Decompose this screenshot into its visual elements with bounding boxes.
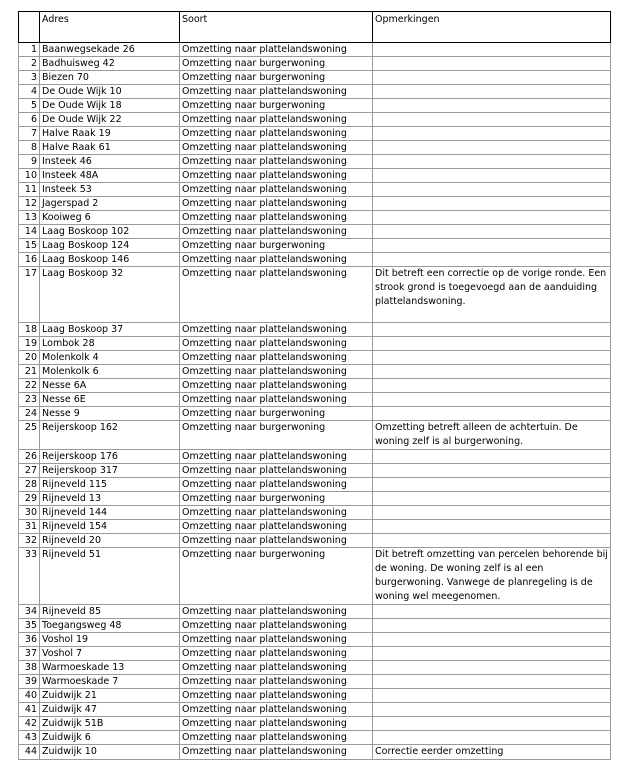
- adres-cell[interactable]: Reijerskoop 162: [40, 421, 180, 450]
- row-number-cell[interactable]: 15: [19, 239, 40, 253]
- opmerkingen-cell[interactable]: [373, 731, 611, 745]
- adres-cell[interactable]: Nesse 9: [40, 407, 180, 421]
- opmerkingen-cell[interactable]: [373, 169, 611, 183]
- row-number-cell[interactable]: 12: [19, 197, 40, 211]
- opmerkingen-cell[interactable]: [373, 113, 611, 127]
- adres-cell[interactable]: Laag Boskoop 102: [40, 225, 180, 239]
- row-number-cell[interactable]: 30: [19, 506, 40, 520]
- table-row: [19, 520, 611, 534]
- adres-cell[interactable]: Reijerskoop 317: [40, 464, 180, 478]
- table-row: [19, 351, 611, 365]
- table-row: [19, 393, 611, 407]
- adres-cell[interactable]: Insteek 48A: [40, 169, 180, 183]
- opmerkingen-cell[interactable]: [373, 520, 611, 534]
- opmerkingen-cell[interactable]: [373, 478, 611, 492]
- row-number-cell[interactable]: 16: [19, 253, 40, 267]
- table-row: [19, 85, 611, 99]
- row-number-cell[interactable]: 13: [19, 211, 40, 225]
- adres-cell[interactable]: De Oude Wijk 18: [40, 99, 180, 113]
- opmerkingen-cell[interactable]: [373, 85, 611, 99]
- row-number-cell[interactable]: 41: [19, 703, 40, 717]
- opmerkingen-cell[interactable]: [373, 127, 611, 141]
- table-row: [19, 323, 611, 337]
- soort-cell[interactable]: Omzetting naar plattelandswoning: [180, 85, 373, 99]
- row-number-cell[interactable]: 36: [19, 633, 40, 647]
- adres-cell[interactable]: Insteek 53: [40, 183, 180, 197]
- opmerkingen-cell[interactable]: [373, 717, 611, 731]
- header-number[interactable]: [19, 12, 40, 43]
- soort-cell[interactable]: Omzetting naar plattelandswoning: [180, 703, 373, 717]
- soort-cell[interactable]: Omzetting naar burgerwoning: [180, 71, 373, 85]
- row-number-cell[interactable]: 39: [19, 675, 40, 689]
- soort-cell[interactable]: Omzetting naar plattelandswoning: [180, 225, 373, 239]
- opmerkingen-cell[interactable]: Dit betreft een correctie op de vorige ronde. Een strook grond is toegevoegd aan de aanduiding plattelandswoning.: [373, 267, 611, 323]
- soort-cell[interactable]: Omzetting naar burgerwoning: [180, 548, 373, 605]
- opmerkingen-cell[interactable]: [373, 323, 611, 337]
- opmerkingen-cell[interactable]: [373, 619, 611, 633]
- soort-cell[interactable]: Omzetting naar burgerwoning: [180, 99, 373, 113]
- opmerkingen-cell[interactable]: [373, 393, 611, 407]
- table-row: [19, 605, 611, 619]
- row-number-cell[interactable]: 33: [19, 548, 40, 605]
- opmerkingen-cell[interactable]: [373, 337, 611, 351]
- adres-cell[interactable]: Zuidwijk 6: [40, 731, 180, 745]
- row-number-cell[interactable]: 19: [19, 337, 40, 351]
- soort-cell[interactable]: Omzetting naar plattelandswoning: [180, 43, 373, 57]
- row-number-cell[interactable]: 14: [19, 225, 40, 239]
- opmerkingen-cell[interactable]: Omzetting betreft alleen de achtertuin. De woning zelf is al burgerwoning.: [373, 421, 611, 450]
- opmerkingen-cell[interactable]: [373, 211, 611, 225]
- row-number-cell[interactable]: 42: [19, 717, 40, 731]
- row-number-cell[interactable]: 1: [19, 43, 40, 57]
- adres-cell[interactable]: Rijneveld 144: [40, 506, 180, 520]
- soort-cell[interactable]: Omzetting naar plattelandswoning: [180, 520, 373, 534]
- adres-cell[interactable]: Reijerskoop 176: [40, 450, 180, 464]
- soort-cell[interactable]: Omzetting naar plattelandswoning: [180, 211, 373, 225]
- soort-cell[interactable]: Omzetting naar burgerwoning: [180, 421, 373, 450]
- row-number-cell[interactable]: 25: [19, 421, 40, 450]
- soort-cell[interactable]: Omzetting naar plattelandswoning: [180, 450, 373, 464]
- table-row: [19, 619, 611, 633]
- opmerkingen-cell[interactable]: [373, 183, 611, 197]
- row-number-cell[interactable]: 5: [19, 99, 40, 113]
- table-row: [19, 225, 611, 239]
- table-row: [19, 169, 611, 183]
- opmerkingen-cell[interactable]: [373, 99, 611, 113]
- soort-cell[interactable]: Omzetting naar plattelandswoning: [180, 197, 373, 211]
- table-row: [19, 675, 611, 689]
- adres-cell[interactable]: De Oude Wijk 22: [40, 113, 180, 127]
- row-number-cell[interactable]: 38: [19, 661, 40, 675]
- table-row: [19, 379, 611, 393]
- soort-cell[interactable]: Omzetting naar plattelandswoning: [180, 169, 373, 183]
- opmerkingen-cell[interactable]: [373, 57, 611, 71]
- soort-cell[interactable]: Omzetting naar plattelandswoning: [180, 605, 373, 619]
- row-number-cell[interactable]: 29: [19, 492, 40, 506]
- adres-cell[interactable]: De Oude Wijk 10: [40, 85, 180, 99]
- opmerkingen-cell[interactable]: [373, 605, 611, 619]
- soort-cell[interactable]: Omzetting naar plattelandswoning: [180, 183, 373, 197]
- opmerkingen-cell[interactable]: [373, 197, 611, 211]
- row-number-cell[interactable]: 3: [19, 71, 40, 85]
- adres-cell[interactable]: Jagerspad 2: [40, 197, 180, 211]
- adres-cell[interactable]: Molenkolk 6: [40, 365, 180, 379]
- adres-cell[interactable]: Rijneveld 20: [40, 534, 180, 548]
- table-row: [19, 689, 611, 703]
- soort-cell[interactable]: Omzetting naar burgerwoning: [180, 407, 373, 421]
- table-row: [19, 113, 611, 127]
- row-number-cell[interactable]: 24: [19, 407, 40, 421]
- adres-cell[interactable]: Zuidwijk 51B: [40, 717, 180, 731]
- adres-cell[interactable]: Rijneveld 115: [40, 478, 180, 492]
- opmerkingen-cell[interactable]: Correctie eerder omzetting: [373, 745, 611, 760]
- opmerkingen-cell[interactable]: [373, 407, 611, 421]
- table-row: [19, 703, 611, 717]
- table-row: [19, 478, 611, 492]
- soort-cell[interactable]: Omzetting naar plattelandswoning: [180, 351, 373, 365]
- adres-cell[interactable]: Zuidwijk 10: [40, 745, 180, 760]
- table-row: [19, 421, 611, 450]
- table-row: [19, 337, 611, 351]
- adres-cell[interactable]: Baanwegsekade 26: [40, 43, 180, 57]
- row-number-cell[interactable]: 35: [19, 619, 40, 633]
- table-row: [19, 267, 611, 323]
- table-row: [19, 534, 611, 548]
- table-row: [19, 407, 611, 421]
- table-row: [19, 506, 611, 520]
- adres-cell[interactable]: Badhuisweg 42: [40, 57, 180, 71]
- table-row: [19, 253, 611, 267]
- adres-cell[interactable]: Voshol 7: [40, 647, 180, 661]
- soort-cell[interactable]: Omzetting naar plattelandswoning: [180, 113, 373, 127]
- row-number-cell[interactable]: 9: [19, 155, 40, 169]
- opmerkingen-cell[interactable]: [373, 492, 611, 506]
- row-number-cell[interactable]: 28: [19, 478, 40, 492]
- soort-cell[interactable]: Omzetting naar plattelandswoning: [180, 661, 373, 675]
- row-number-cell[interactable]: 20: [19, 351, 40, 365]
- adres-cell[interactable]: Laag Boskoop 32: [40, 267, 180, 323]
- soort-cell[interactable]: Omzetting naar burgerwoning: [180, 57, 373, 71]
- soort-cell[interactable]: Omzetting naar plattelandswoning: [180, 379, 373, 393]
- table-row: [19, 661, 611, 675]
- soort-cell[interactable]: Omzetting naar plattelandswoning: [180, 365, 373, 379]
- table-row: [19, 450, 611, 464]
- adres-cell[interactable]: Halve Raak 19: [40, 127, 180, 141]
- table-row: [19, 57, 611, 71]
- table-row: [19, 548, 611, 605]
- table-row: [19, 99, 611, 113]
- opmerkingen-cell[interactable]: [373, 647, 611, 661]
- soort-cell[interactable]: Omzetting naar plattelandswoning: [180, 689, 373, 703]
- adres-cell[interactable]: Lombok 28: [40, 337, 180, 351]
- soort-cell[interactable]: Omzetting naar plattelandswoning: [180, 717, 373, 731]
- table-row: [19, 211, 611, 225]
- adres-cell[interactable]: Molenkolk 4: [40, 351, 180, 365]
- table-row: [19, 464, 611, 478]
- row-number-cell[interactable]: 8: [19, 141, 40, 155]
- row-number-cell[interactable]: 31: [19, 520, 40, 534]
- row-number-cell[interactable]: 23: [19, 393, 40, 407]
- table-row: [19, 43, 611, 57]
- row-number-cell[interactable]: 18: [19, 323, 40, 337]
- soort-cell[interactable]: Omzetting naar plattelandswoning: [180, 464, 373, 478]
- row-number-cell[interactable]: 26: [19, 450, 40, 464]
- soort-cell[interactable]: Omzetting naar plattelandswoning: [180, 647, 373, 661]
- opmerkingen-cell[interactable]: [373, 141, 611, 155]
- opmerkingen-cell[interactable]: [373, 239, 611, 253]
- soort-cell[interactable]: Omzetting naar plattelandswoning: [180, 619, 373, 633]
- adres-cell[interactable]: Rijneveld 13: [40, 492, 180, 506]
- adres-cell[interactable]: Nesse 6A: [40, 379, 180, 393]
- adres-cell[interactable]: Halve Raak 61: [40, 141, 180, 155]
- soort-cell[interactable]: Omzetting naar plattelandswoning: [180, 745, 373, 760]
- table-row: [19, 633, 611, 647]
- opmerkingen-cell[interactable]: [373, 450, 611, 464]
- row-number-cell[interactable]: 34: [19, 605, 40, 619]
- adres-cell[interactable]: Rijneveld 154: [40, 520, 180, 534]
- soort-cell[interactable]: Omzetting naar plattelandswoning: [180, 253, 373, 267]
- row-number-cell[interactable]: 43: [19, 731, 40, 745]
- opmerkingen-cell[interactable]: [373, 365, 611, 379]
- soort-cell[interactable]: Omzetting naar plattelandswoning: [180, 127, 373, 141]
- opmerkingen-cell[interactable]: [373, 225, 611, 239]
- soort-cell[interactable]: Omzetting naar plattelandswoning: [180, 731, 373, 745]
- opmerkingen-cell[interactable]: [373, 253, 611, 267]
- spreadsheet-table: [18, 11, 611, 760]
- soort-cell[interactable]: Omzetting naar plattelandswoning: [180, 675, 373, 689]
- soort-cell[interactable]: Omzetting naar plattelandswoning: [180, 393, 373, 407]
- soort-cell[interactable]: Omzetting naar plattelandswoning: [180, 478, 373, 492]
- adres-cell[interactable]: Voshol 19: [40, 633, 180, 647]
- opmerkingen-cell[interactable]: [373, 155, 611, 169]
- opmerkingen-cell[interactable]: [373, 689, 611, 703]
- opmerkingen-cell[interactable]: [373, 379, 611, 393]
- adres-cell[interactable]: Toegangsweg 48: [40, 619, 180, 633]
- adres-cell[interactable]: Zuidwijk 21: [40, 689, 180, 703]
- table-row: [19, 141, 611, 155]
- opmerkingen-cell[interactable]: [373, 506, 611, 520]
- table-row: [19, 731, 611, 745]
- row-number-cell[interactable]: 10: [19, 169, 40, 183]
- adres-cell[interactable]: Biezen 70: [40, 71, 180, 85]
- adres-cell[interactable]: Insteek 46: [40, 155, 180, 169]
- row-number-cell[interactable]: 44: [19, 745, 40, 760]
- table-row: [19, 197, 611, 211]
- header-adres[interactable]: Adres: [40, 12, 180, 43]
- table-row: [19, 183, 611, 197]
- table-row: [19, 71, 611, 85]
- row-number-cell[interactable]: 4: [19, 85, 40, 99]
- adres-cell[interactable]: Warmoeskade 7: [40, 675, 180, 689]
- adres-cell[interactable]: Laag Boskoop 124: [40, 239, 180, 253]
- row-number-cell[interactable]: 6: [19, 113, 40, 127]
- opmerkingen-cell[interactable]: [373, 71, 611, 85]
- opmerkingen-cell[interactable]: [373, 43, 611, 57]
- soort-cell[interactable]: Omzetting naar plattelandswoning: [180, 267, 373, 323]
- soort-cell[interactable]: Omzetting naar burgerwoning: [180, 492, 373, 506]
- opmerkingen-cell[interactable]: [373, 675, 611, 689]
- adres-cell[interactable]: Zuidwijk 47: [40, 703, 180, 717]
- row-number-cell[interactable]: 7: [19, 127, 40, 141]
- table-row: [19, 492, 611, 506]
- opmerkingen-cell[interactable]: [373, 703, 611, 717]
- row-number-cell[interactable]: 37: [19, 647, 40, 661]
- row-number-cell[interactable]: 17: [19, 267, 40, 323]
- soort-cell[interactable]: Omzetting naar plattelandswoning: [180, 323, 373, 337]
- table-row: [19, 647, 611, 661]
- soort-cell[interactable]: Omzetting naar plattelandswoning: [180, 141, 373, 155]
- adres-cell[interactable]: Laag Boskoop 146: [40, 253, 180, 267]
- opmerkingen-cell[interactable]: [373, 351, 611, 365]
- opmerkingen-cell[interactable]: [373, 633, 611, 647]
- opmerkingen-cell[interactable]: Dit betreft omzetting van percelen behorende bij de woning. De woning zelf is al een burgerwoning. Vanwege de planregeling is de woning wel meegenomen.: [373, 548, 611, 605]
- row-number-cell[interactable]: 27: [19, 464, 40, 478]
- soort-cell[interactable]: Omzetting naar burgerwoning: [180, 239, 373, 253]
- table-row: [19, 155, 611, 169]
- soort-cell[interactable]: Omzetting naar plattelandswoning: [180, 155, 373, 169]
- soort-cell[interactable]: Omzetting naar plattelandswoning: [180, 506, 373, 520]
- soort-cell[interactable]: Omzetting naar plattelandswoning: [180, 633, 373, 647]
- row-number-cell[interactable]: 21: [19, 365, 40, 379]
- adres-cell[interactable]: Rijneveld 51: [40, 548, 180, 605]
- row-number-cell[interactable]: 22: [19, 379, 40, 393]
- table-body: [19, 43, 611, 760]
- row-number-cell[interactable]: 32: [19, 534, 40, 548]
- table-row: [19, 365, 611, 379]
- adres-cell[interactable]: Rijneveld 85: [40, 605, 180, 619]
- opmerkingen-cell[interactable]: [373, 534, 611, 548]
- soort-cell[interactable]: Omzetting naar plattelandswoning: [180, 534, 373, 548]
- adres-cell[interactable]: Warmoeskade 13: [40, 661, 180, 675]
- opmerkingen-cell[interactable]: [373, 661, 611, 675]
- soort-cell[interactable]: Omzetting naar plattelandswoning: [180, 337, 373, 351]
- adres-cell[interactable]: Laag Boskoop 37: [40, 323, 180, 337]
- row-number-cell[interactable]: 40: [19, 689, 40, 703]
- adres-cell[interactable]: Nesse 6E: [40, 393, 180, 407]
- table-row: [19, 239, 611, 253]
- table-row: [19, 127, 611, 141]
- row-number-cell[interactable]: 2: [19, 57, 40, 71]
- header-row: [19, 12, 611, 43]
- adres-cell[interactable]: Kooiweg 6: [40, 211, 180, 225]
- row-number-cell[interactable]: 11: [19, 183, 40, 197]
- header-opmerkingen[interactable]: Opmerkingen: [373, 12, 611, 43]
- header-soort[interactable]: Soort: [180, 12, 373, 43]
- table-row: [19, 717, 611, 731]
- opmerkingen-cell[interactable]: [373, 464, 611, 478]
- table-row: [19, 745, 611, 760]
